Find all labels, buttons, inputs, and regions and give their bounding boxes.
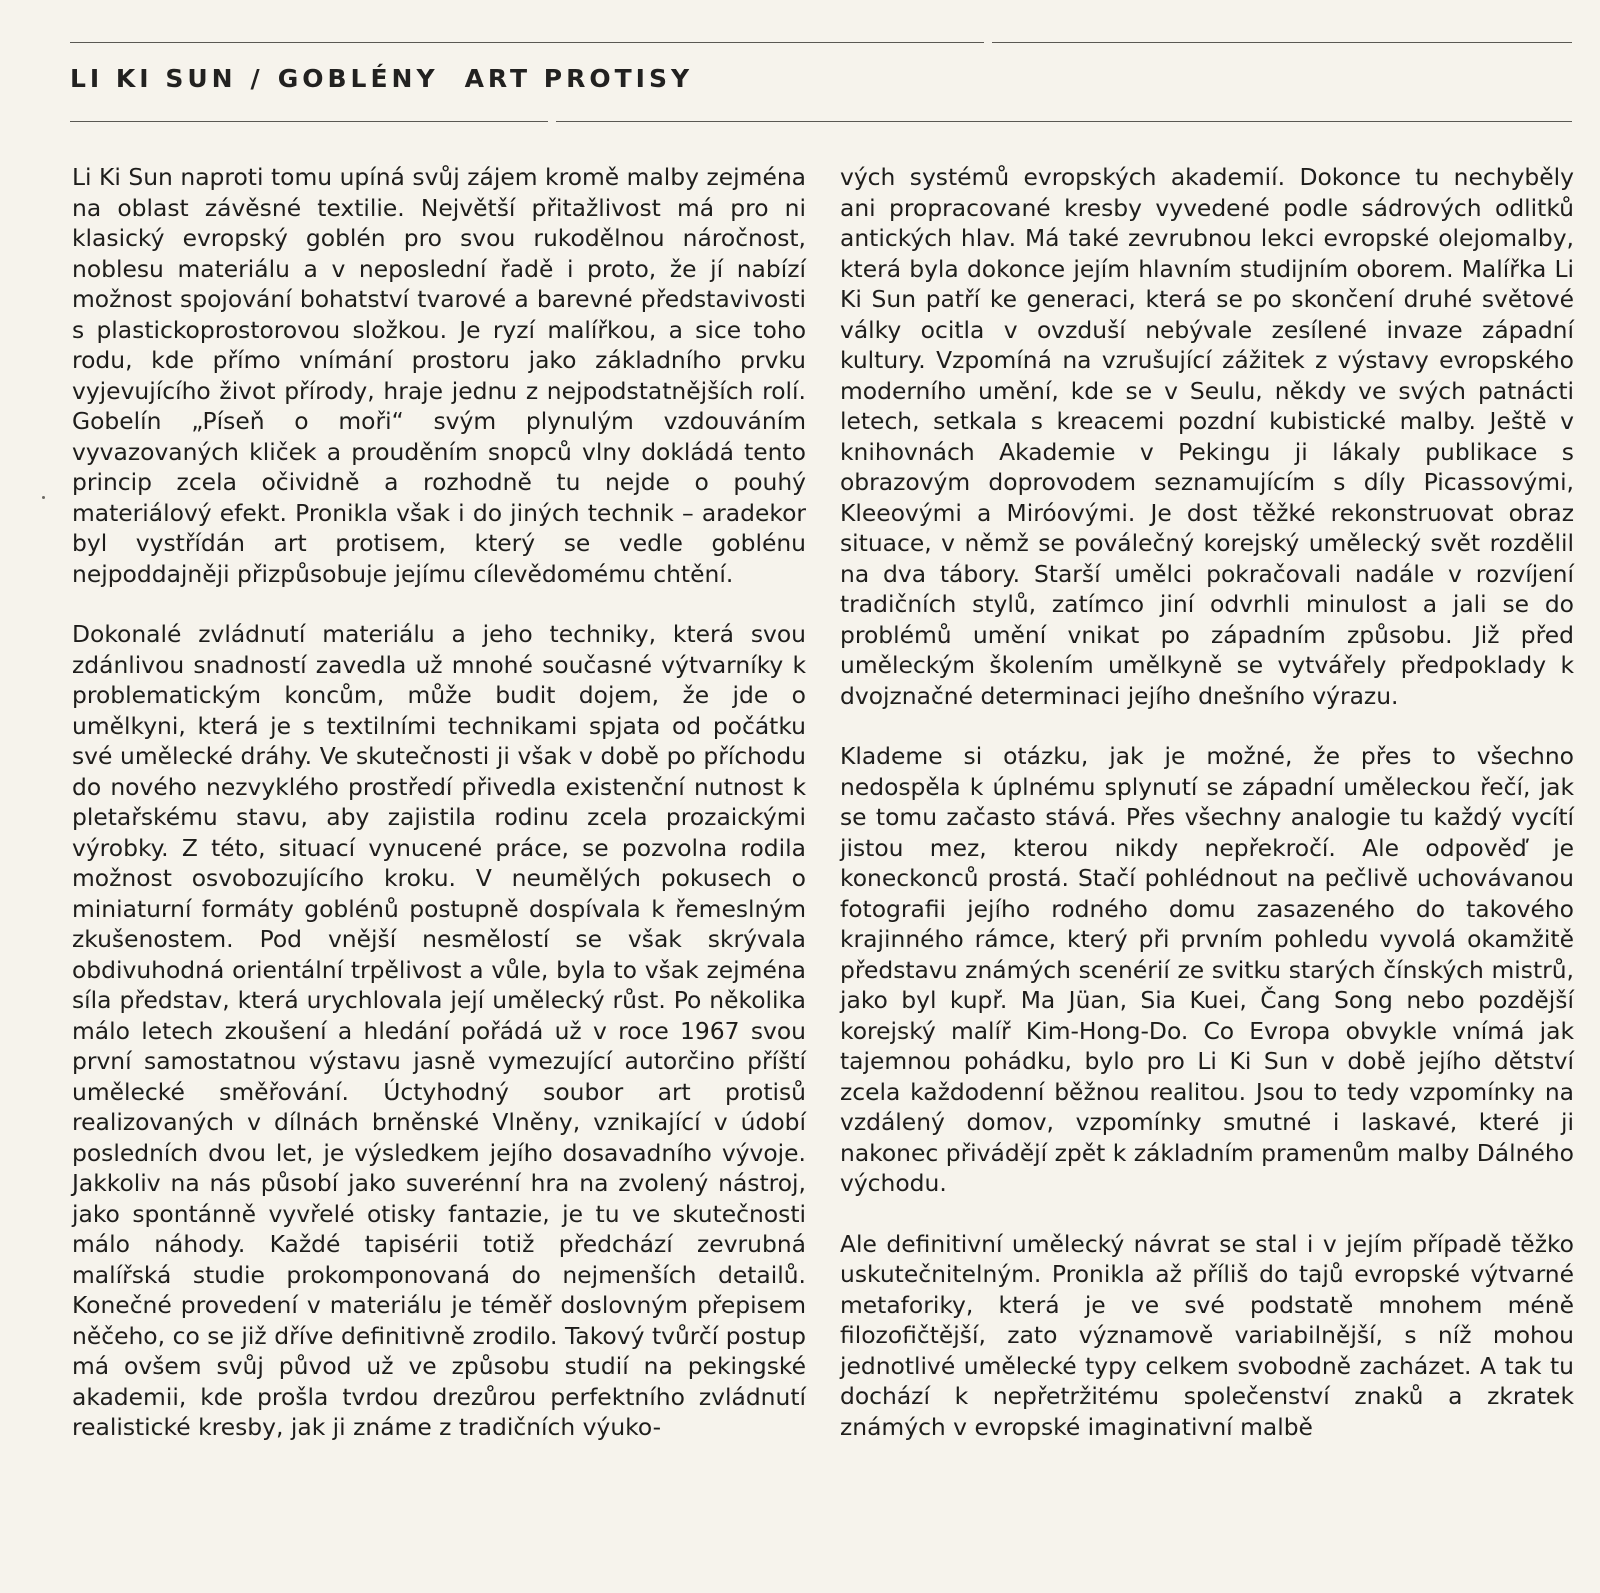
header-separator: / [250, 64, 264, 93]
text-column-right [840, 162, 1574, 1472]
header-rule-top-left [70, 42, 984, 43]
right-paragraph-3: Ale definitivní umělecký návrat se stal i v jejím případě těžko uskutečnitelným. Pronikla až příliš do tajů evropské výtvarné metaforiky, která je ve své podstatě mnohem méně filozofičtější, zato významově variabilnější, s níž mohou jednotlivé umělecké typy celkem svobodně zacházet. A tak tu dochází k nepřetržitému společenství znaků a zkratek známých v evropské imaginativní malbě [840, 1229, 1574, 1441]
right-paragraph-1: vých systémů evropských akademií. Dokonce tu nechyběly ani propracované kresby vyvedené podle sádrových odlitků antických hlav. Má také zevrubnou lekci evropské olejomalby, která byla dokonce jejím hlavním studijním oborem. Malířka Li Ki Sun patří ke generaci, která se po skončení druhé světové války ocitla v ovzduší nebývale zesílené invaze západní kultury. Vzpomíná na vzrušující zážitek z výstavy evropského moderního umění, kde se v Seulu, někdy ve svých patnácti letech, setkala s kreacemi pozdní kubistické malby. Ještě v knihovnách Akademie v Pekingu ji lákaly publikace s obrazovým doprovodem seznamujícím s díly Picassovými, Kleeovými a Miróovými. Je dost těžké rekonstruovat obraz situace, v němž se poválečný korejský umělecký svět rozdělil na dva tábory. Starší umělci pokračovali nadále v rozvíjení tradičních stylů, zatímco jiní odvrhli minulost a jali se do problémů umění vnikat po západním způsobu. Již před uměleckým školením umělkyně se vytvářely předpoklady k dvojznačné determinaci jejího dnešního výrazu. [840, 163, 1574, 710]
print-speck [42, 496, 45, 499]
header-rule-bottom-right [556, 121, 1572, 122]
page-header-title [70, 64, 693, 93]
right-paragraph-2: Klademe si otázku, jak je možné, že přes to všechno nedospěla k úplnému splynutí se západní uměleckou řečí, jak se tomu začasto stává. Přes všechny analogie tu každý vycítí jistou mez, kterou nikdy nepřekročí. Ale odpověď je koneckonců prostá. Stačí pohlédnout na pečlivě uchovávanou fotografii jejího rodného domu zasazeného do takového krajinného rámce, který při prvním pohledu vyvolá okamžitě představu známých scenérií ze svitku starých čínských mistrů, jako byl kupř. Ma Jüan, Sia Kuei, Čang Song nebo pozdější korejský malíř Kim-Hong-Do. Co Evropa obvykle vnímá jak tajemnou pohádku, bylo pro Li Ki Sun v době jejího dětství zcela každodenní běžnou realitou. Jsou to tedy vzpomínky na vzdálený domov, vzpomínky smutné i laskavé, které ji nakonec přivádějí zpět k základním pramenům malby Dálného východu. [840, 742, 1574, 1197]
header-rule-bottom-left [70, 121, 548, 122]
left-paragraph-2: Dokonalé zvládnutí materiálu a jeho techniky, která svou zdánlivou snadností zavedla už mnohé současné výtvarníky k problematickým koncům, může budit dojem, že jde o umělkyni, která je s textilními technikami spjata od počátku své umělecké dráhy. Ve skutečnosti ji však v době po příchodu do nového nezvyklého prostředí přivedla existenční nutnost k pletařskému stavu, aby zajistila rodinu zcela prozaickými výrobky. Z této, situací vynucené práce, se pozvolna rodila možnost osvobozujícího kroku. V neumělých pokusech o miniaturní formáty goblénů postupně dospívala k řemeslným zkušenostem. Pod vnější nesmělostí se však skrývala obdivuhodná orientální trpělivost a vůle, byla to však zejména síla představ, která urychlovala její umělecký růst. Po několika málo letech zkoušení a hledání pořádá už v roce 1967 svou první samostatnou výstavu jasně vymezující autorčino příští umělecké směřování. Úctyhodný soubor art protisů realizovaných v dílnách brněnské Vlněny, vznikající v údobí posledních dvou let, je výsledkem jejího dosavadního vývoje. Jakkoliv na nás působí jako suverénní hra na zvolený nástroj, jako spontánně vyvřelé otisky fantazie, je tu ve skutečnosti málo náhody. Každé tapisérii totiž předchází zevrubná malířská studie prokomponovaná do nejmenších detailů. Konečné provedení v materiálu je téměř doslovným přepisem něčeho, co se již dříve definitivně zrodilo. Takový tvůrčí postup má ovšem svůj původ už ve způsobu studií na pekingské akademii, kde prošla tvrdou drezůrou perfektního zvládnutí realistické kresby, jak ji známe z tradičních výuko- [72, 620, 806, 1441]
header-author: LI KI SUN [70, 64, 237, 93]
header-rule-top-right [992, 42, 1572, 43]
header-title-part1: GOBLÉNY [277, 64, 439, 93]
text-column-left [72, 162, 806, 1473]
left-paragraph-1: Li Ki Sun naproti tomu upíná svůj zájem kromě malby zejména na oblast závěsné textilie. Největší přitažlivost má pro ni klasický evropský goblén pro svou rukodělnou náročnost, noblesu materiálu a v neposlední řadě i proto, že jí nabízí možnost spojování bohatství tvarové a barevné představivosti s plastickoprostorovou složkou. Je ryzí malířkou, a sice toho rodu, kde přímo vnímání prostoru jako základního prvku vyjevujícího život přírody, hraje jednu z nejpodstatnějších rolí. Gobelín „Píseň o moři“ svým plynulým vzdouváním vyvazovaných kliček a prouděním snopců vlny dokládá tento princip zcela očividně a rozhodně tu nejde o pouhý materiálový efekt. Pronikla však i do jiných technik – aradekor byl vystřídán art protisem, který se vedle goblénu nejpoddajněji přizpůsobuje jejímu cílevědomému chtění. [72, 163, 806, 588]
header-title-part2: ART PROTISY [464, 64, 694, 93]
